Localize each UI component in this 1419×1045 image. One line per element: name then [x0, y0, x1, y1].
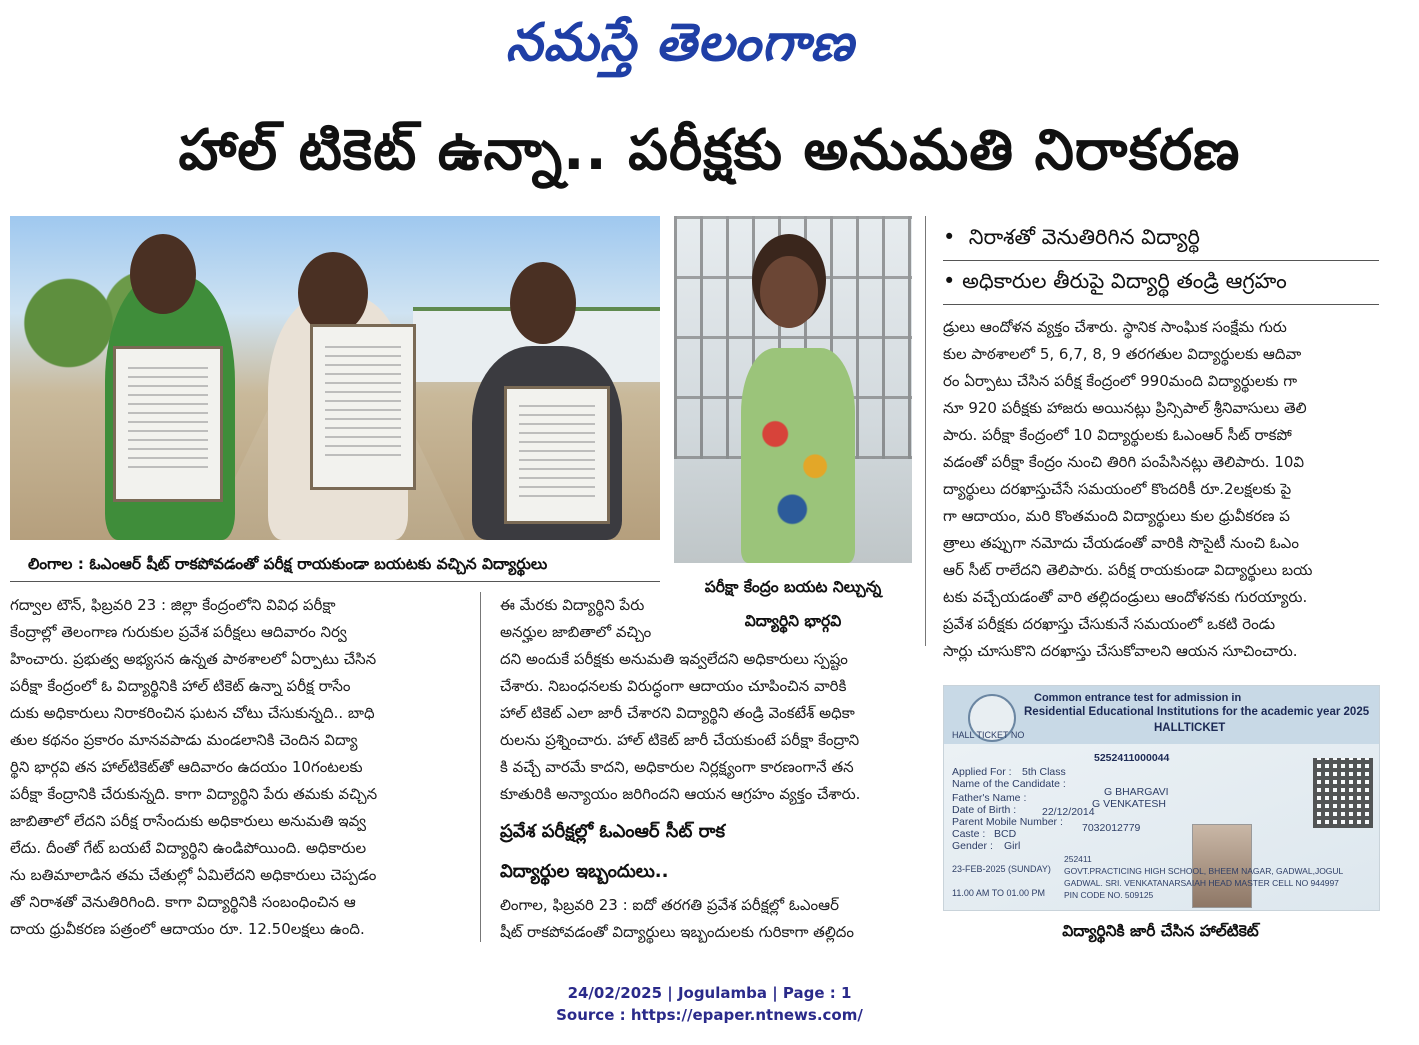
exam-time: 11.00 AM TO 01.00 PM — [952, 888, 1046, 898]
bullet-rule — [943, 260, 1379, 261]
field-label: Gender : — [952, 840, 993, 852]
field-value: G VENKATESH — [1092, 798, 1166, 810]
ticket-no-label: HALL TICKET NO — [952, 730, 1025, 740]
bhargavi-photo-caption — [674, 570, 912, 638]
field-value: Girl — [1004, 840, 1021, 852]
footer-source-link[interactable]: Source : https://epaper.ntnews.com/ — [556, 1006, 863, 1024]
qr-code-icon — [1313, 758, 1373, 828]
sub-heading-line-1: ప్రవేశ పరీక్షల్లో ఓఎంఆర్ సీట్ రాక — [500, 821, 725, 842]
centre-code: 252411 — [1064, 854, 1092, 864]
footer-date-edition: 24/02/2025 | Jogulamba | Page : 1 — [567, 984, 852, 1002]
bullet-1 — [943, 222, 1383, 252]
newspaper-masthead: నమస్తే తెలంగాణ — [505, 12, 855, 73]
caption-line-1: పరీక్షా కేంద్రం బయట నిల్చున్న — [704, 578, 882, 596]
article-column-2: దని అందుకే పరీక్షకు అనుమతి ఇవ్వలేదని అధికారులు స్పష్టం చేశారు. నిబంధనలకు విరుద్ధంగా ఆదాయం చూపించిన వారికి హాల్ టికెట్ ఎలా జారీ చేశారని విద్యార్థిని తండ్రి వెంకటేశ్ అధికా రులను ప్రశ్నించారు. హాల్ టికెట్ జారీ చేయకుంటే పరీక్షా కేంద్రాని కి వచ్చే వారమే కాదని, అధికారుల నిర్లక్ష్యంగా కారణంగానే తన కూతురికి అన్యాయం జరిగిందని ఆయన ఆగ్రహం వ్యక్తం చేశారు. — [500, 650, 861, 803]
field-label: Date of Birth : — [952, 804, 1017, 816]
ticket-number: 5252411000044 — [1094, 752, 1170, 764]
sub-heading — [500, 812, 918, 892]
bullet-rule-2 — [943, 304, 1379, 305]
ticket-header-3: HALLTICKET — [1154, 722, 1226, 734]
centre-name: GOVT.PRACTICING HIGH SCHOOL, BHEEM NAGAR, GADWAL,JOGUL — [1064, 866, 1344, 876]
bullet-dot-icon: • — [943, 225, 969, 249]
field-label: Caste : — [952, 828, 986, 840]
field-value: 7032012779 — [1082, 822, 1141, 834]
ticket-header-1: Common entrance test for admission in — [1034, 692, 1242, 704]
hall-ticket-caption: విద్యార్థినికి జారీ చేసిన హాల్‌టికెట్ — [1062, 922, 1259, 940]
ticket-header-2: Residential Educational Institutions for the academic year 2025 — [1024, 706, 1370, 718]
article-column-2-bottom: లింగాల, ఫిబ్రవరి 23 : ఐదో తరగతి ప్రవేశ పరీక్షల్లో ఓఎంఆర్ షీట్ రాకపోవడంతో విద్యార్థులు ఇబ్బందులకు గురికాగా తల్లిదం — [500, 896, 855, 941]
bhargavi-photo — [674, 216, 912, 563]
bullet-1-text: నిరాశతో వెనుతిరిగిన విద్యార్థి — [968, 225, 1200, 249]
field-value: 5th Class — [1022, 766, 1066, 778]
field-value: 22/12/2014 — [1042, 806, 1095, 818]
article-column-2-top: ఈ మేరకు విద్యార్థిని పేరు అనర్హుల జాబితాలో వచ్చిం — [500, 596, 652, 641]
caption-line-2: విద్యార్థిని భార్గవి — [744, 612, 842, 630]
bullet-dot-icon: • — [943, 269, 963, 293]
column-divider — [925, 216, 926, 646]
caption-rule — [10, 581, 660, 582]
students-photo-caption: లింగాల : ఓఎంఆర్ షీట్ రాకపోవడంతో పరీక్ష రాయకుండా బయటకు వచ్చిన విద్యార్థులు — [28, 555, 548, 573]
article-column-3: డ్రులు ఆందోళన వ్యక్తం చేశారు. స్థానిక సాంఘిక సంక్షేమ గురు కుల పాఠశాలలో 5, 6,7, 8, 9 తరగతుల విద్యార్థులకు ఆదివా రం ఏర్పాటు చేసిన పరీక్ష కేంద్రంలో 990మంది విద్యార్థులకు గా నూ 920 పరీక్షకు హాజరు అయినట్లు ప్రిన్సిపాల్ శ్రీనివాసులు తెలి పారు. పరీక్షా కేంద్రంలో 10 విద్యార్థులకు ఓఎంఆర్ సీట్ రాకపో వడంతో పరీక్షా కేంద్రం నుంచి తిరిగి పంపేసినట్లు తెలిపారు. 10వి ద్యార్థులు దరఖాస్తుచేసే సమయంలో కొందరికీ రూ.2లక్షలకు పై గా ఆదాయం, మరి కొంతమంది విద్యార్థులు కుల ధ్రువీకరణ ప త్రాలు తప్పుగా నమోదు చేయడంతో వారికి సొసైటీ నుంచి ఓఎం ఆర్ సీట్ రాలేదని తెలిపారు. పరీక్ష రాయకుండా విద్యార్థులు బయ టకు వచ్చేయడంతో వారి తల్లిదండ్రులు ఆందోళనకు గురయ్యారు. ప్రవేశ పరీక్షకు దరఖాస్తు చేసుకునే సమయంలో ఒకటి రెండు సార్లు చూసుకొని దరఖాస్తు చేసుకోవాలని ఆయన సూచించారు. — [943, 318, 1313, 660]
column-divider-2 — [480, 592, 481, 942]
article-column-1: గద్వాల టౌన్, ఫిబ్రవరి 23 : జిల్లా కేంద్రంలోని వివిధ పరీక్షా కేంద్రాల్లో తెలంగాణ గురుకుల ప్రవేశ పరీక్షలు ఆదివారం నిర్వ హించారు. ప్రభుత్వ అభ్యసన ఉన్నత పాఠశాలలో ఏర్పాటు చేసిన పరీక్షా కేంద్రంలో ఓ విద్యార్థినికి హాల్ టికెట్ ఉన్నా పరీక్ష రాసేం దుకు అధికారులు నిరాకరించిన ఘటన చోటు చేసుకున్నది.. బాధి తుల కథనం ప్రకారం మానవపాడు మండలానికి చెందిన విద్యా ర్థిని భార్గవి తన హాల్‌టికెట్‌తో ఆదివారం ఉదయం 10గంటలకు పరీక్షా కేంద్రానికి చేరుకున్నది. కాగా విద్యార్థిని పేరు తమకు వచ్చిన జాబితాలో లేదని పరీక్ష రాసేందుకు అధికారులు అనుమతి ఇవ్వ లేదు. దీంతో గేట్ బయటే విద్యార్థిని ఉండిపోయింది. అధికారుల ను బతిమాలాడిన తమ చేతుల్లో ఏమిలేదని అధికారులు చెప్పడం తో నిరాశతో వెనుతిరిగింది. కాగా విద్యార్థినికి సంబంధించిన ఆ దాయ ధ్రువీకరణ పత్రంలో ఆదాయం రూ. 12.50లక్షలు ఉంది. — [10, 596, 378, 938]
field-value: BCD — [994, 828, 1017, 840]
hall-ticket-image — [943, 685, 1380, 911]
exam-date: 23-FEB-2025 (SUNDAY) — [952, 864, 1051, 874]
field-label: Applied For : — [952, 766, 1012, 778]
field-label: Parent Mobile Number : — [952, 816, 1063, 828]
bullet-2-text: అధికారుల తీరుపై విద్యార్థి తండ్రి ఆగ్రహం — [962, 269, 1287, 293]
students-photo — [10, 216, 660, 540]
field-label: Father's Name : — [952, 792, 1027, 804]
field-label: Name of the Candidate : — [952, 778, 1066, 790]
field-value: G BHARGAVI — [1104, 786, 1169, 798]
article-headline: హాల్ టికెట్ ఉన్నా.. పరీక్షకు అనుమతి నిరాకరణ — [178, 118, 1241, 183]
bullet-2 — [943, 266, 1383, 296]
sub-heading-line-2: విద్యార్థుల ఇబ్బందులు.. — [500, 861, 669, 882]
centre-name-2: GADWAL. SRI. VENKATANARSAIAH HEAD MASTER CELL NO 944997 — [1064, 878, 1339, 888]
centre-pin: PIN CODE NO. 509125 — [1064, 890, 1154, 900]
